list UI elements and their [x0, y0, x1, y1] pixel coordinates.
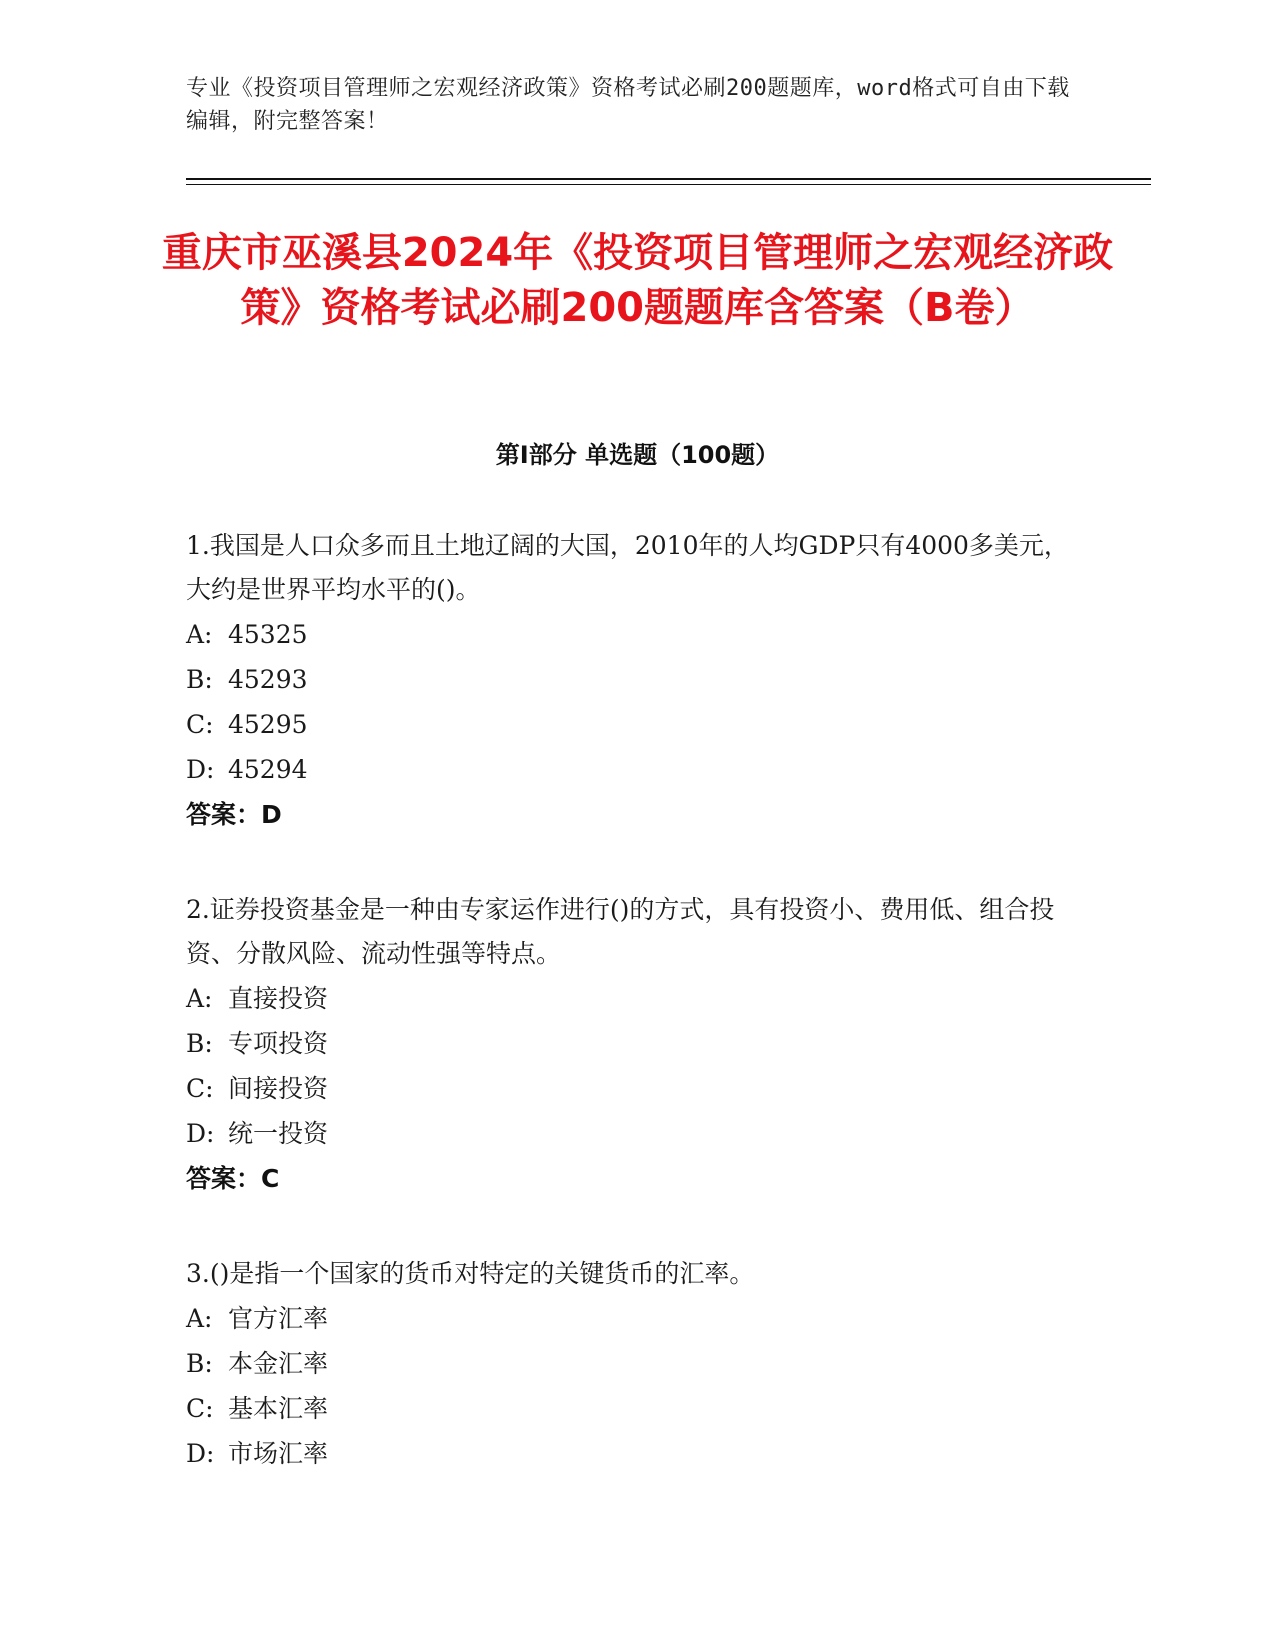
option-text: 统一投资: [228, 1119, 329, 1148]
option-a: [186, 976, 1086, 1021]
header-rule-thick: [186, 178, 1151, 180]
option-label: A:: [186, 984, 213, 1013]
question-3: [186, 1252, 1086, 1476]
option-b: [186, 1341, 1086, 1386]
option-label: C:: [186, 710, 214, 739]
option-label: B:: [186, 665, 213, 694]
option-text: 市场汇率: [228, 1439, 329, 1468]
option-text: 45325: [228, 620, 308, 649]
option-text: 本金汇率: [228, 1349, 329, 1378]
option-a: [186, 1296, 1086, 1341]
header-rule-thin: [186, 184, 1151, 185]
option-c: [186, 1386, 1086, 1431]
option-text: 官方汇率: [228, 1304, 329, 1333]
option-c: [186, 702, 1086, 747]
question-2: [186, 888, 1086, 1201]
option-d: [186, 1111, 1086, 1156]
option-label: C:: [186, 1074, 214, 1103]
option-label: D:: [186, 755, 215, 784]
answer: 答案：C: [186, 1164, 280, 1193]
option-text: 45294: [228, 755, 308, 784]
document-title: 重庆市巫溪县2024年《投资项目管理师之宏观经济政策》资格考试必刷200题题库含答案（B卷）: [161, 230, 1114, 331]
option-d: [186, 1431, 1086, 1476]
option-label: B:: [186, 1349, 213, 1378]
option-label: C:: [186, 1394, 214, 1423]
option-text: 直接投资: [228, 984, 329, 1013]
option-d: [186, 747, 1086, 792]
option-text: 专项投资: [228, 1029, 329, 1058]
option-label: B:: [186, 1029, 213, 1058]
option-text: 45293: [228, 665, 308, 694]
option-b: [186, 657, 1086, 702]
option-label: D:: [186, 1119, 215, 1148]
answer: 答案：D: [186, 800, 282, 829]
option-c: [186, 1066, 1086, 1111]
option-text: 45295: [228, 710, 308, 739]
section-title: 第Ⅰ部分 单选题（100题）: [495, 441, 780, 469]
header-note: 专业《投资项目管理师之宏观经济政策》资格考试必刷200题题库，word格式可自由下载编辑，附完整答案！: [186, 76, 1070, 134]
question-stem: 2.证券投资基金是一种由专家运作进行()的方式，具有投资小、费用低、组合投资、分散风险、流动性强等特点。: [186, 895, 1055, 968]
question-stem: 1.我国是人口众多而且土地辽阔的大国，2010年的人均GDP只有4000多美元，大约是世界平均水平的()。: [186, 531, 1069, 604]
option-text: 间接投资: [228, 1074, 329, 1103]
option-label: A:: [186, 1304, 213, 1333]
option-label: A:: [186, 620, 213, 649]
option-a: [186, 612, 1086, 657]
option-text: 基本汇率: [228, 1394, 329, 1423]
question-1: [186, 524, 1086, 837]
question-stem: 3.()是指一个国家的货币对特定的关键货币的汇率。: [186, 1259, 755, 1288]
option-label: D:: [186, 1439, 215, 1468]
option-b: [186, 1021, 1086, 1066]
